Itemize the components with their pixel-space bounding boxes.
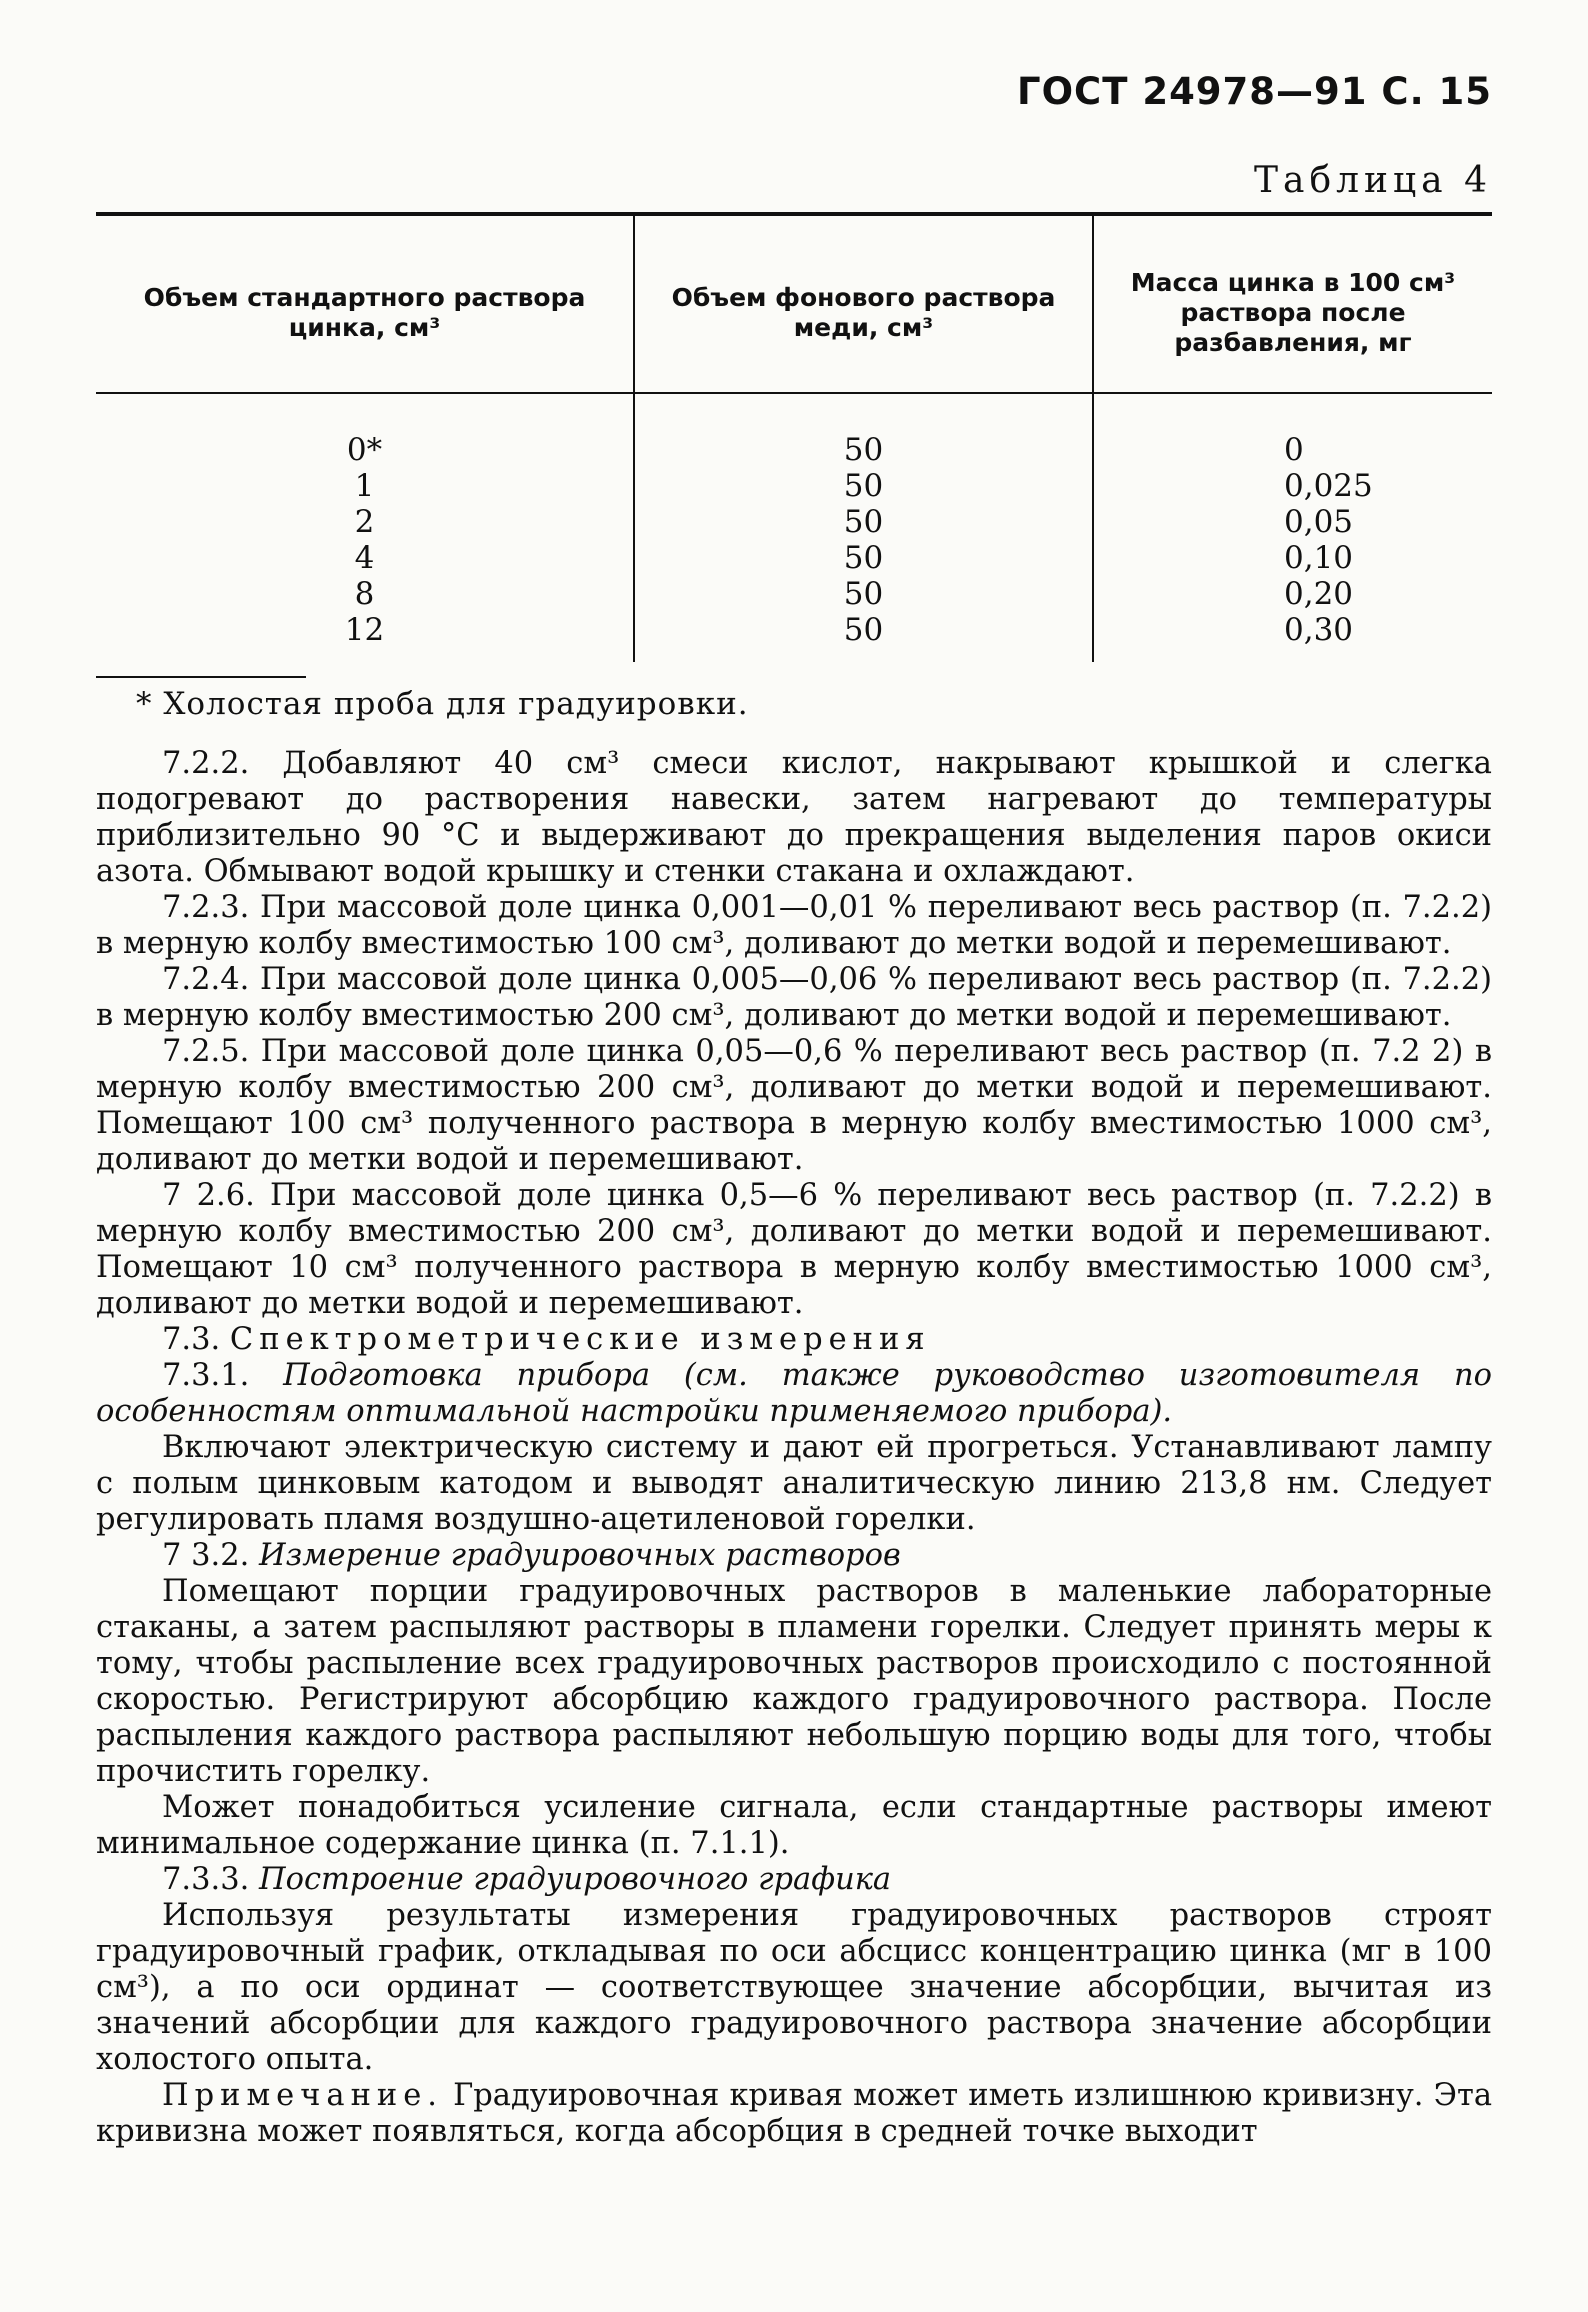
column-header-standard-volume: Объем стандартного раствора цинка, см³	[143, 283, 586, 342]
table-body-row	[96, 393, 1492, 662]
table-cell: 8	[354, 576, 375, 612]
paragraph-7-2-4: 7.2.4. При массовой доле цинка 0,005—0,06 % переливают весь раствор (п. 7.2.2) в мерную колбу вместимостью 200 см³, доливают до метки водой и перемешивают.	[96, 962, 1492, 1033]
page-header: ГОСТ 24978—91 С. 15	[1017, 70, 1492, 113]
table-cell: 50	[843, 540, 884, 576]
paragraph-7-2-5: 7.2.5. При массовой доле цинка 0,05—0,6 % переливают весь раствор (п. 7.2 2) в мерную колбу вместимостью 200 см³, доливают до метки водой и перемешивают. Помещают 100 см³ полученного раствора в мерную колбу вместимостью 1000 см³, доливают до метки водой и перемешивают.	[96, 1034, 1492, 1177]
column-header-background-volume: Объем фонового раствора меди, см³	[634, 214, 1093, 393]
note-paragraph	[96, 2078, 1492, 2150]
table-cell: 0,05	[1284, 504, 1354, 540]
table-caption: Таблица 4	[1254, 160, 1492, 201]
table-cell: 50	[843, 432, 884, 468]
section-title: Измерение градуировочных растворов	[259, 1538, 901, 1573]
section-number: 7.3.	[162, 1322, 221, 1357]
paragraph-7-3-3-body: Используя результаты измерения градуировочных растворов строят градуировочный график, откладывая по оси абсцисс концентрацию цинка (мг в 100 см³), а по оси ординат — соответствующее значение абсорбции, вычитая из значений абсорбции для каждого градуировочного раствора значение абсорбции холостого опыта.	[96, 1898, 1492, 2077]
table-cell: 50	[843, 468, 884, 504]
section-title: Построение градуировочного графика	[259, 1862, 892, 1897]
data-table	[96, 212, 1492, 662]
table-cell: 0,20	[1284, 576, 1354, 612]
paragraph-7-2-3: 7.2.3. При массовой доле цинка 0,001—0,01 % переливают весь раствор (п. 7.2.2) в мерную колбу вместимостью 100 см³, доливают до метки водой и перемешивают.	[96, 890, 1492, 961]
section-number: 7.3.3.	[162, 1862, 250, 1897]
body-text	[96, 746, 1492, 2150]
subsection-7-3-1-heading	[96, 1358, 1492, 1430]
table-cell: 1	[354, 468, 375, 504]
note-text: Градуировочная кривая может иметь излишнюю кривизну. Эта кривизна может появляться, когда абсорбция в средней точке выходит	[96, 2078, 1492, 2149]
table-cell: 50	[843, 504, 884, 540]
paragraph-7-3-2-body: Помещают порции градуировочных растворов в маленькие лабораторные стаканы, а затем распыляют растворы в пламени горелки. Следует принять меры к тому, чтобы распыление всех градуировочных растворов происходило с постоянной скоростью. Регистрируют абсорбцию каждого градуировочного раствора. После распыления каждого раствора распыляют небольшую порцию воды для того, чтобы прочистить горелку.	[96, 1574, 1492, 1789]
table-cell: 2	[354, 504, 375, 540]
paragraph-7-2-6: 7 2.6. При массовой доле цинка 0,5—6 % переливают весь раствор (п. 7.2.2) в мерную колбу вместимостью 200 см³, доливают до метки водой и перемешивают. Помещают 10 см³ полученного раствора в мерную колбу вместимостью 1000 см³, доливают до метки водой и перемешивают.	[96, 1178, 1492, 1321]
paragraph-7-3-2-signal: Может понадобиться усиление сигнала, если стандартные растворы имеют минимальное содержание цинка (п. 7.1.1).	[96, 1790, 1492, 1861]
note-label: Примечание.	[162, 2078, 443, 2113]
section-number: 7.3.1.	[162, 1358, 250, 1393]
table-cell: 0*	[346, 432, 383, 468]
section-number: 7 3.2.	[162, 1538, 250, 1573]
subsection-7-3-2-heading	[96, 1538, 1492, 1574]
table-cell: 0	[1284, 432, 1304, 468]
table-cell: 0,30	[1284, 612, 1354, 648]
subsection-7-3-3-heading	[96, 1862, 1492, 1898]
table-cell: 0,10	[1284, 540, 1354, 576]
table-cell: 0,025	[1284, 468, 1373, 504]
table-cell: 50	[843, 612, 884, 648]
section-7-3-heading	[96, 1322, 1492, 1358]
column-header-zinc-mass: Масса цинка в 100 см³ раствора после разбавления, мг	[1093, 214, 1492, 393]
section-title: Спектрометрические измерения	[229, 1322, 931, 1357]
paragraph-7-3-1-body: Включают электрическую систему и дают ей прогреться. Устанавливают лампу с полым цинковым катодом и выводят аналитическую линию 213,8 нм. Следует регулировать пламя воздушно-ацетиленовой горелки.	[96, 1430, 1492, 1537]
table-cell: 50	[843, 576, 884, 612]
table-footnote: * Холостая проба для градуировки.	[136, 686, 749, 722]
section-title: Подготовка прибора (см. также руководство изготовителя по особенностям оптимальной настройки применяемого прибора).	[96, 1358, 1492, 1429]
table-cell: 4	[354, 540, 375, 576]
column-zinc-mass	[1093, 393, 1492, 662]
footnote-divider	[96, 676, 306, 678]
column-standard-volume	[96, 393, 634, 662]
column-background-volume	[634, 393, 1093, 662]
paragraph-7-2-2: 7.2.2. Добавляют 40 см³ смеси кислот, накрывают крышкой и слегка подогревают до растворения навески, затем нагревают до температуры приблизительно 90 °С и выдерживают до прекращения выделения паров окиси азота. Обмывают водой крышку и стенки стакана и охлаждают.	[96, 746, 1492, 889]
table-header-row	[96, 214, 1492, 393]
table-cell: 12	[344, 612, 385, 648]
